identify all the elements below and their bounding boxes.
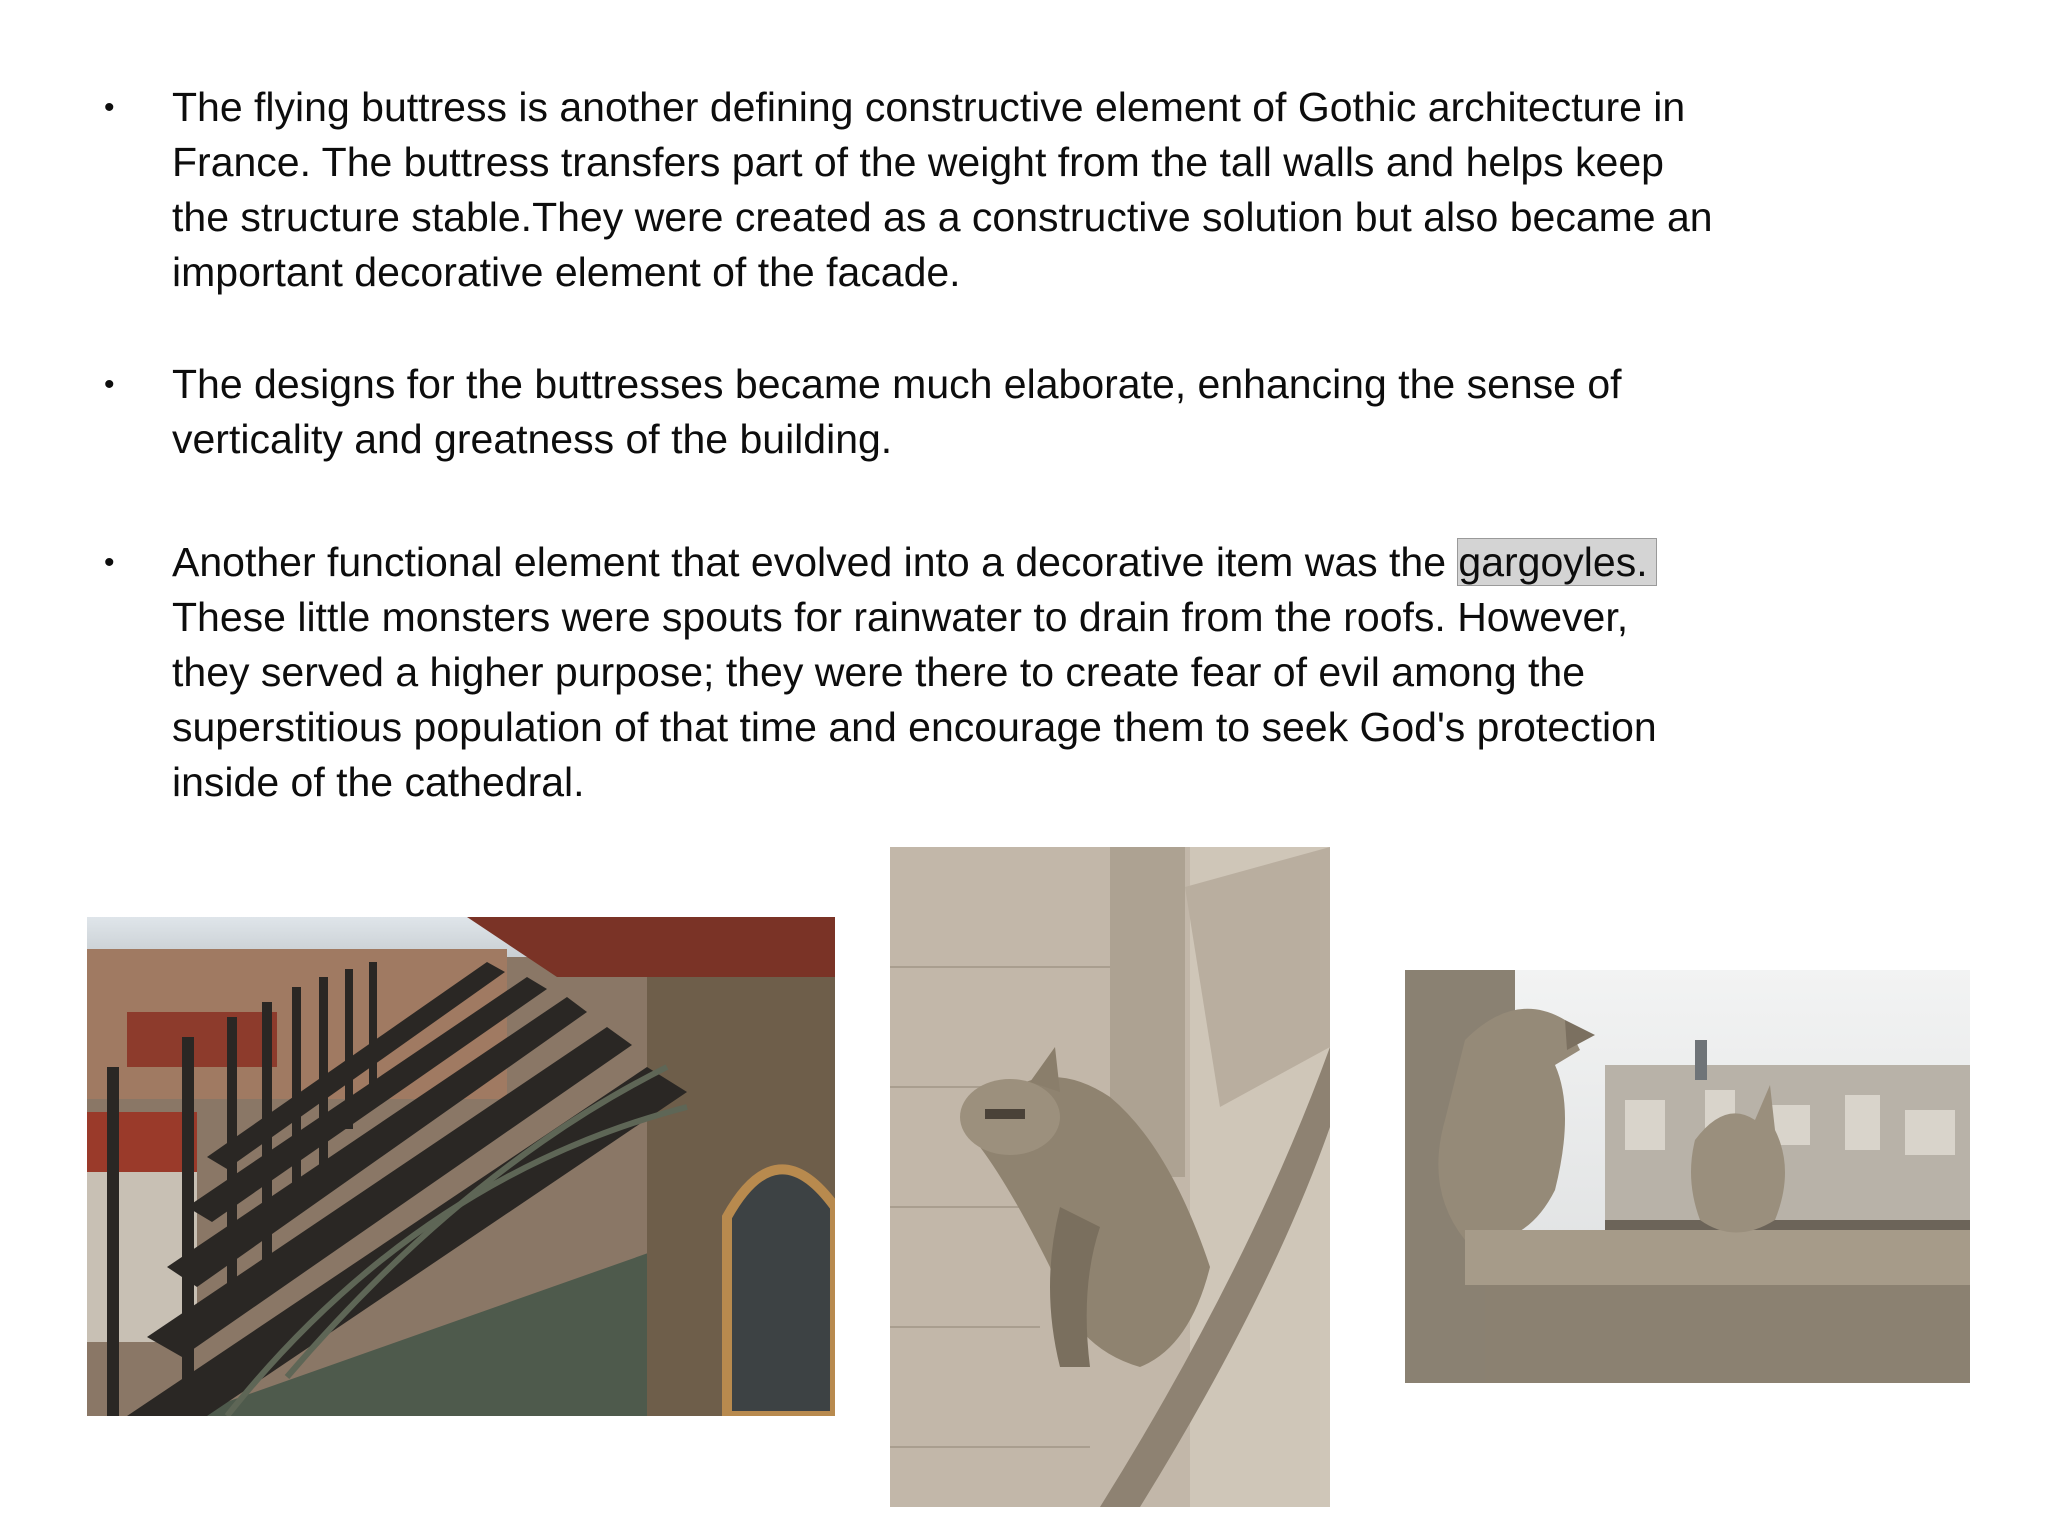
bullet-text-rest: These little monsters were spouts for rainwater to drain from the roofs. However, they served a higher purpose; they were there to create fear of evil among the superstitious population of that time and encourage them to seek God's protection inside of the cathedral. <box>172 594 1657 805</box>
bullet-text: The flying buttress is another defining constructive element of Gothic architecture in France. The buttress transfers part of the weight from the tall walls and helps keep the structure stable.They were created as a constructive solution but also became an important decorative element of the facade. <box>172 84 1713 295</box>
bullet-marker: • <box>104 91 115 124</box>
bullet-text: The designs for the buttresses became much elaborate, enhancing the sense of verticality and greatness of the building. <box>172 361 1622 462</box>
bullet-marker: • <box>104 546 115 579</box>
bullet-marker: • <box>104 368 115 401</box>
bullet-text <box>172 535 1657 810</box>
gargoyles-over-city-photo <box>1405 970 1970 1383</box>
flying-buttresses-photo <box>87 917 835 1416</box>
gargoyle-on-wall-photo <box>890 847 1330 1507</box>
bullet-text-start: Another functional element that evolved into a decorative item was the <box>172 539 1458 585</box>
highlighted-word[interactable]: gargoyles. <box>1457 538 1656 586</box>
